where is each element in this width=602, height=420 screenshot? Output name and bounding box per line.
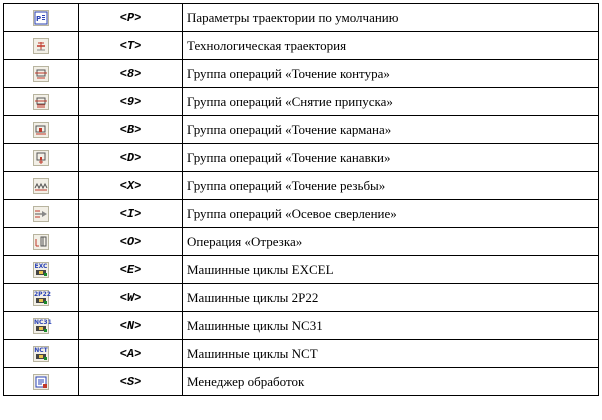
icon-cell bbox=[4, 228, 79, 256]
icon-cell bbox=[4, 116, 79, 144]
table-row bbox=[4, 312, 599, 340]
axial-drilling-icon bbox=[33, 206, 49, 222]
shortcut-key: <D> bbox=[79, 144, 183, 172]
shortcut-table bbox=[3, 3, 599, 396]
icon-cell bbox=[4, 4, 79, 32]
shortcut-key: <T> bbox=[79, 32, 183, 60]
icon-cell bbox=[4, 200, 79, 228]
machine-cycles-excel-icon bbox=[33, 262, 49, 278]
table-row bbox=[4, 32, 599, 60]
table-row bbox=[4, 368, 599, 396]
contour-turning-icon bbox=[33, 66, 49, 82]
shortcut-description: Технологическая траектория bbox=[183, 32, 599, 60]
machine-cycles-nc31-icon bbox=[33, 318, 52, 334]
icon-cell bbox=[4, 312, 79, 340]
groove-turning-icon bbox=[33, 150, 49, 166]
shortcut-description: Группа операций «Точение контура» bbox=[183, 60, 599, 88]
shortcut-description: Группа операций «Снятие припуска» bbox=[183, 88, 599, 116]
icon-cell bbox=[4, 368, 79, 396]
shortcut-description: Параметры траектории по умолчанию bbox=[183, 4, 599, 32]
icon-cell bbox=[4, 32, 79, 60]
table-row bbox=[4, 60, 599, 88]
shortcut-description: Группа операций «Точение канавки» bbox=[183, 144, 599, 172]
machine-cycles-2p22-icon bbox=[33, 290, 49, 306]
table-row bbox=[4, 228, 599, 256]
icon-cell bbox=[4, 172, 79, 200]
icon-label: 2P22 bbox=[34, 291, 51, 298]
icon-cell bbox=[4, 340, 79, 368]
shortcut-key: <9> bbox=[79, 88, 183, 116]
icon-label: NC31 bbox=[34, 319, 52, 326]
table-row bbox=[4, 144, 599, 172]
machine-cycles-nct-icon bbox=[33, 346, 49, 362]
shortcut-description: Машинные циклы EXCEL bbox=[183, 256, 599, 284]
shortcut-description: Менеджер обработок bbox=[183, 368, 599, 396]
shortcut-key: <O> bbox=[79, 228, 183, 256]
shortcut-key: <E> bbox=[79, 256, 183, 284]
icon-cell bbox=[4, 88, 79, 116]
icon-cell bbox=[4, 284, 79, 312]
shortcut-key: <8> bbox=[79, 60, 183, 88]
shortcut-key: <B> bbox=[79, 116, 183, 144]
icon-cell bbox=[4, 60, 79, 88]
shortcut-key: <S> bbox=[79, 368, 183, 396]
shortcut-description: Группа операций «Точение резьбы» bbox=[183, 172, 599, 200]
table-row bbox=[4, 200, 599, 228]
table-row bbox=[4, 340, 599, 368]
allowance-removal-icon bbox=[33, 94, 49, 110]
table-row bbox=[4, 284, 599, 312]
shortcut-key: <X> bbox=[79, 172, 183, 200]
shortcut-key: <A> bbox=[79, 340, 183, 368]
shortcut-description: Машинные циклы NCT bbox=[183, 340, 599, 368]
shortcut-key: <I> bbox=[79, 200, 183, 228]
shortcut-description: Машинные циклы 2P22 bbox=[183, 284, 599, 312]
shortcut-description: Машинные циклы NC31 bbox=[183, 312, 599, 340]
shortcut-description: Группа операций «Точение кармана» bbox=[183, 116, 599, 144]
svg-text:P: P bbox=[36, 15, 42, 23]
table-row bbox=[4, 4, 599, 32]
processing-manager-icon bbox=[33, 374, 49, 390]
cutoff-operation-icon bbox=[33, 234, 49, 250]
icon-label: EXC bbox=[34, 263, 48, 270]
shortcut-key: <N> bbox=[79, 312, 183, 340]
shortcut-key: <W> bbox=[79, 284, 183, 312]
thread-turning-icon bbox=[33, 178, 49, 194]
table-row bbox=[4, 88, 599, 116]
pocket-turning-icon bbox=[33, 122, 49, 138]
icon-cell bbox=[4, 144, 79, 172]
icon-label: NCT bbox=[34, 347, 48, 354]
tech-trajectory-icon bbox=[33, 38, 49, 54]
table-row bbox=[4, 116, 599, 144]
shortcut-key: <P> bbox=[79, 4, 183, 32]
shortcut-description: Группа операций «Осевое сверление» bbox=[183, 200, 599, 228]
table-row bbox=[4, 172, 599, 200]
trajectory-params-icon bbox=[33, 10, 49, 26]
shortcut-description: Операция «Отрезка» bbox=[183, 228, 599, 256]
table-row bbox=[4, 256, 599, 284]
icon-cell bbox=[4, 256, 79, 284]
